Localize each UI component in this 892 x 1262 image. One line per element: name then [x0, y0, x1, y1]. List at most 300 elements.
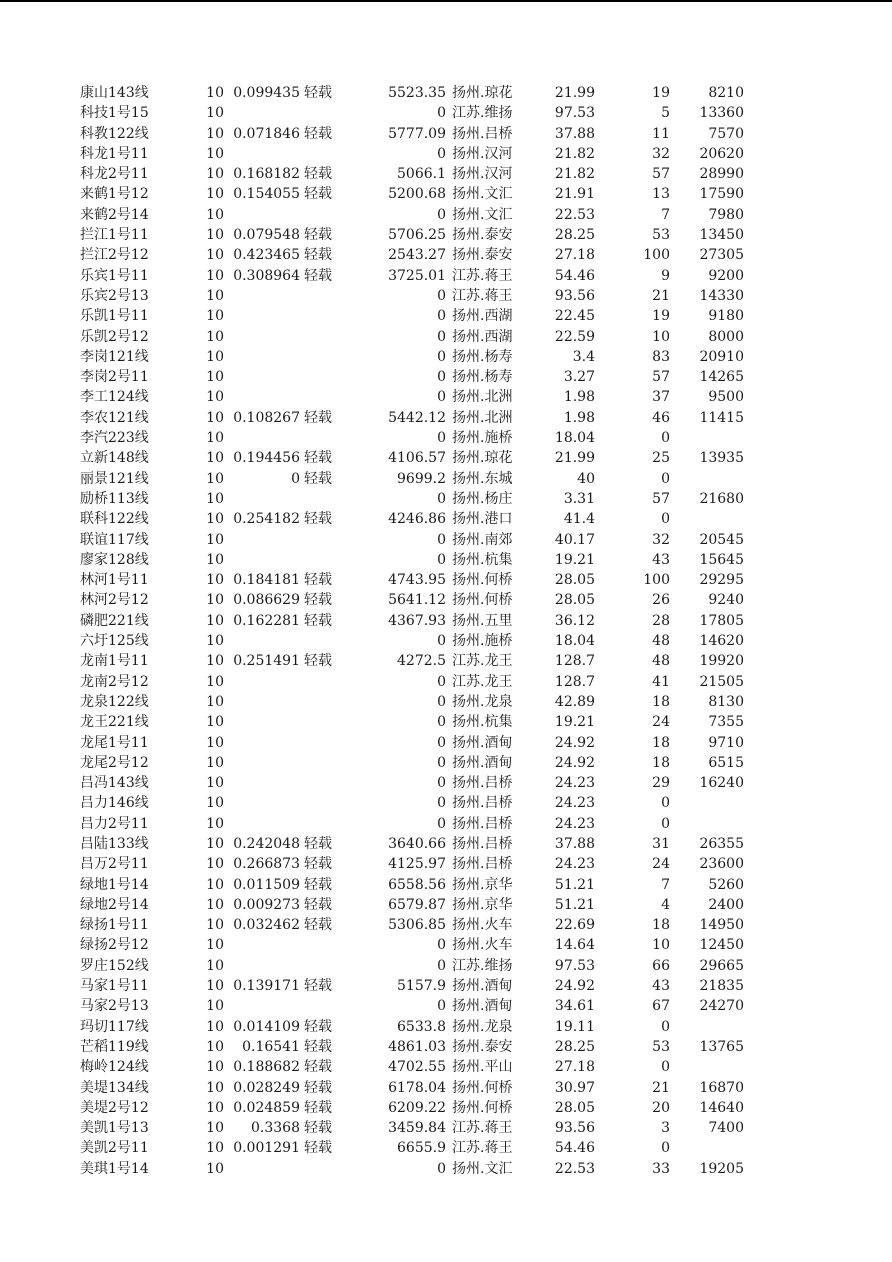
- line-name-cell: 拦江2号12: [80, 247, 149, 264]
- distance-cell: 34.61: [554, 998, 595, 1015]
- voltage-cell: 10: [206, 389, 224, 406]
- capacity-cell: 6579.87: [388, 896, 446, 913]
- count-cell: 7: [661, 876, 670, 893]
- load-rate-cell: 0.139171: [233, 978, 300, 995]
- distance-cell: 3.31: [563, 490, 595, 507]
- voltage-cell: 10: [206, 1160, 224, 1177]
- table-row: [0, 144, 892, 164]
- capacity-cell: 5066.1: [397, 166, 446, 183]
- distance-cell: 28.25: [554, 227, 595, 244]
- load-rate-cell: 0.423465: [233, 247, 300, 264]
- count-cell: 57: [652, 490, 670, 507]
- capacity-cell: 4367.93: [388, 612, 446, 629]
- count-cell: 25: [652, 450, 670, 467]
- voltage-cell: 10: [206, 957, 224, 974]
- substation-cell: 扬州.龙泉: [452, 693, 513, 710]
- distance-cell: 22.53: [554, 1160, 595, 1177]
- load-status-cell: 轻载: [304, 450, 332, 467]
- count-cell: 18: [652, 734, 670, 751]
- load-rate-cell: 0.162281: [233, 612, 300, 629]
- voltage-cell: 10: [206, 348, 224, 365]
- table-row: [0, 530, 892, 550]
- kva-cell: 21505: [699, 673, 744, 690]
- count-cell: 18: [652, 917, 670, 934]
- distance-cell: 27.18: [554, 247, 595, 264]
- substation-cell: 扬州.五里: [452, 612, 513, 629]
- count-cell: 0: [661, 470, 670, 487]
- substation-cell: 扬州.施桥: [452, 633, 513, 650]
- voltage-cell: 10: [206, 85, 224, 101]
- kva-cell: 9710: [708, 734, 744, 751]
- line-name-cell: 龙尾1号11: [80, 734, 149, 751]
- line-name-cell: 龙尾2号12: [80, 754, 149, 771]
- load-status-cell: 轻载: [304, 186, 332, 203]
- line-name-cell: 丽景121线: [80, 470, 149, 487]
- substation-cell: 扬州.吕桥: [452, 835, 513, 852]
- kva-cell: 17805: [699, 612, 744, 629]
- capacity-cell: 0: [437, 328, 446, 345]
- distance-cell: 28.05: [554, 572, 595, 589]
- line-name-cell: 科龙2号11: [80, 166, 149, 183]
- table-row: [0, 428, 892, 448]
- substation-cell: 扬州.北洲: [452, 389, 513, 406]
- load-rate-cell: 0.188682: [233, 1059, 300, 1076]
- kva-cell: 14330: [699, 287, 744, 304]
- voltage-cell: 10: [206, 998, 224, 1015]
- kva-cell: 8130: [708, 693, 744, 710]
- substation-cell: 扬州.吕桥: [452, 795, 513, 812]
- distance-cell: 51.21: [554, 876, 595, 893]
- distance-cell: 27.18: [554, 1059, 595, 1076]
- distance-cell: 42.89: [554, 693, 595, 710]
- voltage-cell: 10: [206, 775, 224, 792]
- table-row: [0, 469, 892, 489]
- capacity-cell: 5306.85: [388, 917, 446, 934]
- capacity-cell: 6209.22: [388, 1099, 446, 1116]
- count-cell: 18: [652, 754, 670, 771]
- line-name-cell: 李岗2号11: [80, 369, 149, 386]
- table-row: [0, 184, 892, 204]
- load-status-cell: 轻载: [304, 917, 332, 934]
- capacity-cell: 5641.12: [388, 592, 446, 609]
- distance-cell: 128.7: [554, 653, 595, 670]
- table-row: [0, 387, 892, 407]
- voltage-cell: 10: [206, 1120, 224, 1137]
- capacity-cell: 9699.2: [397, 470, 446, 487]
- table-row: [0, 1118, 892, 1138]
- kva-cell: 29295: [699, 572, 744, 589]
- voltage-cell: 10: [206, 917, 224, 934]
- line-name-cell: 磷肥221线: [80, 612, 149, 629]
- voltage-cell: 10: [206, 896, 224, 913]
- table-row: [0, 1138, 892, 1158]
- count-cell: 0: [661, 430, 670, 447]
- load-status-cell: 轻载: [304, 653, 332, 670]
- voltage-cell: 10: [206, 470, 224, 487]
- kva-cell: 28990: [699, 166, 744, 183]
- load-status-cell: 轻载: [304, 1140, 332, 1157]
- distance-cell: 40.17: [554, 531, 595, 548]
- capacity-cell: 0: [437, 754, 446, 771]
- substation-cell: 扬州.酒甸: [452, 734, 513, 751]
- kva-cell: 26355: [699, 835, 744, 852]
- kva-cell: 12450: [699, 937, 744, 954]
- voltage-cell: 10: [206, 673, 224, 690]
- capacity-cell: 0: [437, 287, 446, 304]
- capacity-cell: 5157.9: [397, 978, 446, 995]
- distance-cell: 40: [577, 470, 595, 487]
- load-rate-cell: 0.266873: [233, 856, 300, 873]
- kva-cell: 29665: [699, 957, 744, 974]
- kva-cell: 23600: [699, 856, 744, 873]
- count-cell: 13: [652, 186, 670, 203]
- table-row: [0, 1098, 892, 1118]
- kva-cell: 14265: [699, 369, 744, 386]
- kva-cell: 14620: [699, 633, 744, 650]
- substation-cell: 江苏.蒋王: [452, 287, 513, 304]
- line-name-cell: 美堤2号12: [80, 1099, 149, 1116]
- kva-cell: 14640: [699, 1099, 744, 1116]
- table-row: [0, 1017, 892, 1037]
- distance-cell: 21.99: [554, 450, 595, 467]
- table-row: [0, 1057, 892, 1077]
- count-cell: 32: [652, 531, 670, 548]
- distance-cell: 24.23: [554, 815, 595, 832]
- load-status-cell: 轻载: [304, 1059, 332, 1076]
- distance-cell: 24.23: [554, 795, 595, 812]
- line-name-cell: 绿地2号14: [80, 896, 149, 913]
- kva-cell: 16240: [699, 775, 744, 792]
- load-rate-cell: 0.028249: [233, 1079, 300, 1096]
- kva-cell: 19205: [699, 1160, 744, 1177]
- table-row: [0, 367, 892, 387]
- distance-cell: 97.53: [554, 957, 595, 974]
- kva-cell: 9240: [708, 592, 744, 609]
- line-name-cell: 龙南1号11: [80, 653, 149, 670]
- load-rate-cell: 0.014109: [233, 1018, 300, 1035]
- kva-cell: 7400: [708, 1120, 744, 1137]
- count-cell: 29: [652, 775, 670, 792]
- count-cell: 4: [661, 896, 670, 913]
- voltage-cell: 10: [206, 450, 224, 467]
- substation-cell: 扬州.酒甸: [452, 998, 513, 1015]
- line-name-cell: 罗庄152线: [80, 957, 149, 974]
- load-rate-cell: 0.254182: [233, 511, 300, 528]
- load-status-cell: 轻载: [304, 409, 332, 426]
- count-cell: 0: [661, 511, 670, 528]
- line-name-cell: 李汽223线: [80, 430, 149, 447]
- distance-cell: 28.05: [554, 1099, 595, 1116]
- line-name-cell: 科技1号15: [80, 105, 149, 122]
- table-row: [0, 509, 892, 529]
- capacity-cell: 0: [437, 1160, 446, 1177]
- line-name-cell: 马家2号13: [80, 998, 149, 1015]
- table-row: [0, 733, 892, 753]
- count-cell: 43: [652, 551, 670, 568]
- kva-cell: 8000: [708, 328, 744, 345]
- distance-cell: 21.91: [554, 186, 595, 203]
- voltage-cell: 10: [206, 856, 224, 873]
- distance-cell: 24.92: [554, 734, 595, 751]
- substation-cell: 扬州.火车: [452, 937, 513, 954]
- table-row: [0, 570, 892, 590]
- top-border: [0, 0, 892, 2]
- voltage-cell: 10: [206, 1099, 224, 1116]
- load-status-cell: 轻载: [304, 1038, 332, 1055]
- distance-cell: 1.98: [563, 409, 595, 426]
- capacity-cell: 5706.25: [388, 227, 446, 244]
- load-status-cell: 轻载: [304, 247, 332, 264]
- substation-cell: 扬州.杨庄: [452, 490, 513, 507]
- load-status-cell: 轻载: [304, 1079, 332, 1096]
- capacity-cell: 4125.97: [388, 856, 446, 873]
- line-name-cell: 吕力146线: [80, 795, 149, 812]
- capacity-cell: 5200.68: [388, 186, 446, 203]
- capacity-cell: 6178.04: [388, 1079, 446, 1096]
- substation-cell: 江苏.维扬: [452, 957, 513, 974]
- substation-cell: 扬州.东城: [452, 470, 513, 487]
- table-row: [0, 1159, 892, 1179]
- kva-cell: 9180: [708, 308, 744, 325]
- capacity-cell: 0: [437, 734, 446, 751]
- count-cell: 24: [652, 856, 670, 873]
- table-row: [0, 448, 892, 468]
- kva-cell: 7355: [708, 714, 744, 731]
- load-rate-cell: 0.086629: [233, 592, 300, 609]
- load-rate-cell: 0.308964: [233, 267, 300, 284]
- capacity-cell: 0: [437, 369, 446, 386]
- kva-cell: 17590: [699, 186, 744, 203]
- count-cell: 19: [652, 308, 670, 325]
- line-name-cell: 乐宾1号11: [80, 267, 149, 284]
- count-cell: 9: [661, 267, 670, 284]
- table-row: [0, 327, 892, 347]
- line-name-cell: 拦江1号11: [80, 227, 149, 244]
- table-row: [0, 935, 892, 955]
- substation-cell: 扬州.火车: [452, 917, 513, 934]
- substation-cell: 扬州.龙泉: [452, 1018, 513, 1035]
- count-cell: 28: [652, 612, 670, 629]
- voltage-cell: 10: [206, 247, 224, 264]
- substation-cell: 江苏.龙王: [452, 673, 513, 690]
- substation-cell: 扬州.汉河: [452, 145, 513, 162]
- voltage-cell: 10: [206, 166, 224, 183]
- line-name-cell: 吕冯143线: [80, 775, 149, 792]
- load-status-cell: 轻载: [304, 572, 332, 589]
- distance-cell: 22.59: [554, 328, 595, 345]
- voltage-cell: 10: [206, 592, 224, 609]
- load-status-cell: 轻载: [304, 876, 332, 893]
- table-row: [0, 631, 892, 651]
- count-cell: 41: [652, 673, 670, 690]
- voltage-cell: 10: [206, 1059, 224, 1076]
- load-rate-cell: 0.251491: [233, 653, 300, 670]
- count-cell: 20: [652, 1099, 670, 1116]
- count-cell: 0: [661, 1018, 670, 1035]
- count-cell: 0: [661, 815, 670, 832]
- capacity-cell: 4106.57: [388, 450, 446, 467]
- kva-cell: 8210: [708, 85, 744, 101]
- voltage-cell: 10: [206, 105, 224, 122]
- substation-cell: 扬州.吕桥: [452, 856, 513, 873]
- voltage-cell: 10: [206, 653, 224, 670]
- capacity-cell: 0: [437, 145, 446, 162]
- table-row: [0, 956, 892, 976]
- kva-cell: 13360: [699, 105, 744, 122]
- line-name-cell: 李岗121线: [80, 348, 149, 365]
- capacity-cell: 0: [437, 348, 446, 365]
- substation-cell: 扬州.吕桥: [452, 775, 513, 792]
- table-row: [0, 915, 892, 935]
- voltage-cell: 10: [206, 430, 224, 447]
- capacity-cell: 0: [437, 673, 446, 690]
- kva-cell: 13450: [699, 227, 744, 244]
- kva-cell: 7980: [708, 206, 744, 223]
- substation-cell: 扬州.吕桥: [452, 125, 513, 142]
- substation-cell: 扬州.吕桥: [452, 815, 513, 832]
- line-name-cell: 乐凯1号11: [80, 308, 149, 325]
- distance-cell: 51.21: [554, 896, 595, 913]
- table-row: [0, 875, 892, 895]
- table-row: [0, 590, 892, 610]
- load-rate-cell: 0.071846: [233, 125, 300, 142]
- line-name-cell: 科教122线: [80, 125, 149, 142]
- substation-cell: 扬州.杭集: [452, 551, 513, 568]
- line-name-cell: 联谊117线: [80, 531, 149, 548]
- capacity-cell: 3725.01: [388, 267, 446, 284]
- kva-cell: 20545: [699, 531, 744, 548]
- table-row: [0, 996, 892, 1016]
- distance-cell: 54.46: [554, 267, 595, 284]
- kva-cell: 24270: [699, 998, 744, 1015]
- distance-cell: 93.56: [554, 287, 595, 304]
- capacity-cell: 0: [437, 389, 446, 406]
- voltage-cell: 10: [206, 815, 224, 832]
- load-rate-cell: 0.16541: [242, 1038, 300, 1055]
- load-rate-cell: 0: [291, 470, 300, 487]
- count-cell: 67: [652, 998, 670, 1015]
- load-status-cell: 轻载: [304, 896, 332, 913]
- table-row: [0, 773, 892, 793]
- voltage-cell: 10: [206, 531, 224, 548]
- count-cell: 48: [652, 633, 670, 650]
- table-row: [0, 225, 892, 245]
- line-name-cell: 绿扬1号11: [80, 917, 149, 934]
- count-cell: 57: [652, 166, 670, 183]
- count-cell: 100: [643, 247, 670, 264]
- capacity-cell: 3459.84: [388, 1120, 446, 1137]
- load-rate-cell: 0.011509: [233, 876, 300, 893]
- voltage-cell: 10: [206, 1038, 224, 1055]
- load-status-cell: 轻载: [304, 612, 332, 629]
- count-cell: 5: [661, 105, 670, 122]
- line-name-cell: 龙王221线: [80, 714, 149, 731]
- table-row: [0, 976, 892, 996]
- distance-cell: 28.25: [554, 1038, 595, 1055]
- voltage-cell: 10: [206, 490, 224, 507]
- kva-cell: 11415: [699, 409, 744, 426]
- voltage-cell: 10: [206, 714, 224, 731]
- count-cell: 43: [652, 978, 670, 995]
- kva-cell: 9500: [708, 389, 744, 406]
- line-name-cell: 梅岭124线: [80, 1059, 149, 1076]
- substation-cell: 江苏.蒋王: [452, 1120, 513, 1137]
- capacity-cell: 0: [437, 308, 446, 325]
- distance-cell: 19.21: [554, 714, 595, 731]
- voltage-cell: 10: [206, 693, 224, 710]
- kva-cell: 16870: [699, 1079, 744, 1096]
- line-name-cell: 励桥113线: [80, 490, 149, 507]
- distance-cell: 21.99: [554, 85, 595, 101]
- count-cell: 53: [652, 227, 670, 244]
- voltage-cell: 10: [206, 409, 224, 426]
- line-name-cell: 乐宾2号13: [80, 287, 149, 304]
- line-name-cell: 六圩125线: [80, 633, 149, 650]
- distance-cell: 3.4: [572, 348, 595, 365]
- table-row: [0, 286, 892, 306]
- voltage-cell: 10: [206, 1079, 224, 1096]
- load-rate-cell: 0.099435: [233, 85, 300, 101]
- distance-cell: 97.53: [554, 105, 595, 122]
- line-name-cell: 李农121线: [80, 409, 149, 426]
- count-cell: 11: [652, 125, 670, 142]
- line-name-cell: 康山143线: [80, 85, 149, 101]
- count-cell: 10: [652, 328, 670, 345]
- voltage-cell: 10: [206, 125, 224, 142]
- line-name-cell: 龙泉122线: [80, 693, 149, 710]
- voltage-cell: 10: [206, 267, 224, 284]
- capacity-cell: 0: [437, 105, 446, 122]
- count-cell: 31: [652, 835, 670, 852]
- substation-cell: 扬州.西湖: [452, 328, 513, 345]
- voltage-cell: 10: [206, 795, 224, 812]
- load-status-cell: 轻载: [304, 856, 332, 873]
- table-row: [0, 489, 892, 509]
- substation-cell: 扬州.酒甸: [452, 754, 513, 771]
- load-rate-cell: 0.024859: [233, 1099, 300, 1116]
- kva-cell: 9200: [708, 267, 744, 284]
- capacity-cell: 0: [437, 714, 446, 731]
- substation-cell: 扬州.施桥: [452, 430, 513, 447]
- kva-cell: 6515: [708, 754, 744, 771]
- kva-cell: 19920: [699, 653, 744, 670]
- line-name-cell: 乐凯2号12: [80, 328, 149, 345]
- table-row: [0, 834, 892, 854]
- distance-cell: 1.98: [563, 389, 595, 406]
- substation-cell: 扬州.何桥: [452, 592, 513, 609]
- load-status-cell: 轻载: [304, 85, 332, 101]
- table-row: [0, 895, 892, 915]
- capacity-cell: 6655.9: [397, 1140, 446, 1157]
- voltage-cell: 10: [206, 572, 224, 589]
- line-name-cell: 吕陆133线: [80, 835, 149, 852]
- count-cell: 53: [652, 1038, 670, 1055]
- capacity-cell: 0: [437, 815, 446, 832]
- count-cell: 10: [652, 937, 670, 954]
- substation-cell: 江苏.蒋王: [452, 1140, 513, 1157]
- line-name-cell: 吕万2号11: [80, 856, 149, 873]
- count-cell: 66: [652, 957, 670, 974]
- load-status-cell: 轻载: [304, 470, 332, 487]
- load-status-cell: 轻载: [304, 125, 332, 142]
- count-cell: 33: [652, 1160, 670, 1177]
- line-name-cell: 美堤134线: [80, 1079, 149, 1096]
- kva-cell: 21680: [699, 490, 744, 507]
- load-rate-cell: 0.242048: [233, 835, 300, 852]
- load-status-cell: 轻载: [304, 227, 332, 244]
- table-row: [0, 692, 892, 712]
- table-row: [0, 245, 892, 265]
